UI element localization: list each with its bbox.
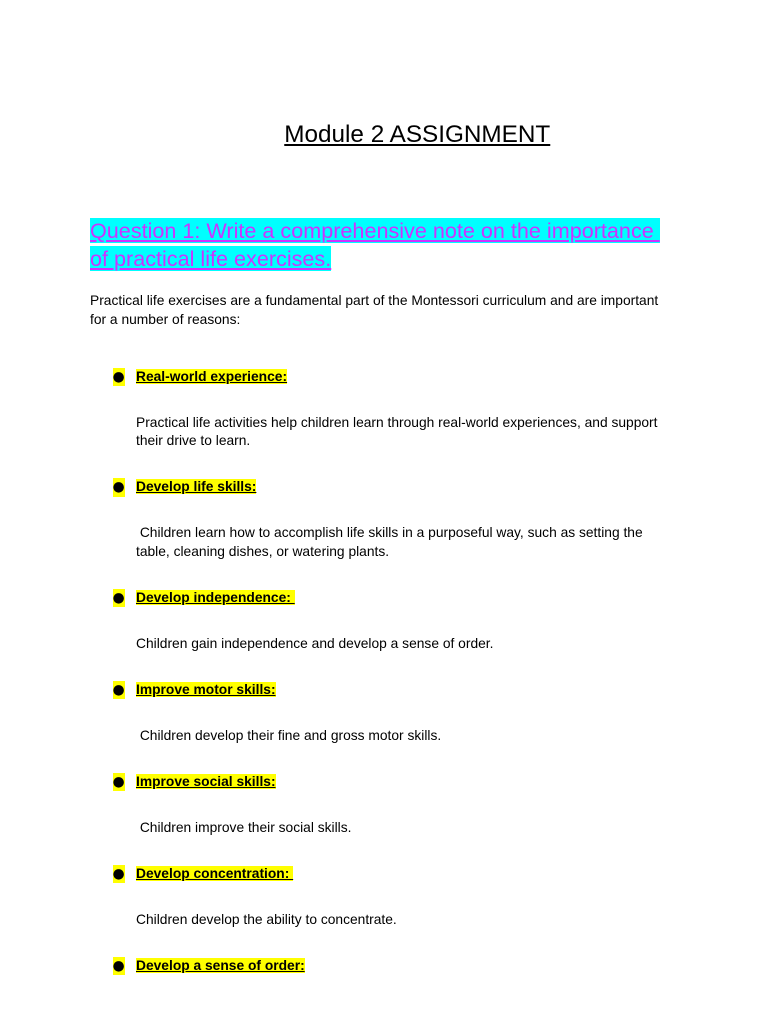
document-body: [90, 0, 704, 975]
list-item-body: [90, 819, 704, 838]
list-item: [90, 957, 704, 976]
list-item-heading: [90, 589, 704, 608]
intro-paragraph: [90, 291, 704, 329]
list-item-body: [90, 635, 704, 654]
bullet-icon: ●: [112, 368, 125, 385]
list-item-heading-text: Improve social skills:: [136, 773, 276, 789]
question-line: [90, 245, 704, 273]
list-item-body: [90, 524, 704, 561]
list-item: [90, 589, 704, 654]
list-item-heading-text: Real-world experience:: [136, 368, 288, 384]
list-item: [90, 368, 704, 451]
list-item-heading-text: Improve motor skills:: [136, 681, 276, 697]
list-item-heading: [90, 478, 704, 497]
document-title-text: Module 2 ASSIGNMENT: [284, 121, 551, 148]
bullet-icon: ●: [112, 479, 125, 496]
list-item-body-line: Children develop the ability to concentrate.: [136, 911, 397, 927]
question-heading: [90, 217, 704, 273]
bullet-icon: ●: [112, 865, 125, 882]
list-item-body-line: their drive to learn.: [136, 433, 251, 449]
list-item: [90, 773, 704, 838]
intro-line: for a number of reasons:: [90, 311, 241, 327]
list-item-heading: [90, 773, 704, 792]
list-item: [90, 681, 704, 746]
list-item: [90, 478, 704, 561]
list-item-heading: [90, 368, 704, 387]
bullet-icon: ●: [112, 681, 125, 698]
question-line-text: Question 1: Write a comprehensive note on the importance: [90, 218, 660, 243]
reasons-list: [90, 368, 704, 976]
document-title: [90, 93, 704, 177]
list-item-body: [90, 727, 704, 746]
list-item-body-line: Children learn how to accomplish life skills in a purposeful way, such as setting the: [136, 525, 643, 541]
list-item-heading-text: Develop a sense of order:: [136, 957, 305, 973]
list-item-heading-text: Develop independence:: [136, 589, 295, 605]
list-item-heading-text: Develop concentration:: [136, 865, 294, 881]
list-item-body-line: Children improve their social skills.: [136, 819, 352, 835]
list-item-body-line: Practical life activities help children learn through real-world experiences, and support: [136, 414, 658, 430]
list-item-heading: [90, 681, 704, 700]
list-item-body-line: table, cleaning dishes, or watering plants.: [136, 543, 390, 559]
list-item-heading: [90, 957, 704, 976]
bullet-icon: ●: [112, 589, 125, 606]
intro-line: Practical life exercises are a fundamental part of the Montessori curriculum and are important: [90, 292, 659, 308]
list-item-body-line: Children develop their fine and gross motor skills.: [136, 727, 442, 743]
bullet-icon: ●: [112, 773, 125, 790]
list-item-body: [90, 414, 704, 451]
list-item-heading: [90, 865, 704, 884]
list-item-body-line: Children gain independence and develop a sense of order.: [136, 635, 494, 651]
list-item: [90, 865, 704, 930]
list-item-heading-text: Develop life skills:: [136, 479, 257, 495]
bullet-icon: ●: [112, 957, 125, 974]
question-line-text: of practical life exercises.: [90, 246, 332, 271]
question-line: [90, 217, 704, 245]
list-item-body: [90, 911, 704, 930]
